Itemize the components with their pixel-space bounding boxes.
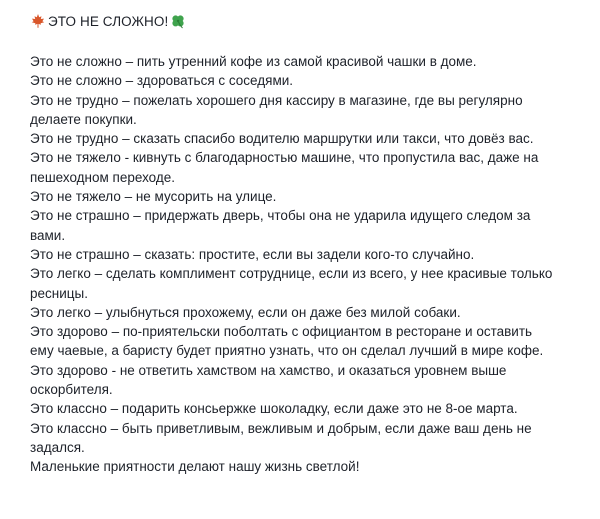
post-line: Это не сложно – пить утренний кофе из самой красивой чашки в доме. xyxy=(30,54,477,69)
post-line: Это не тяжело – не мусорить на улице. xyxy=(30,189,277,205)
post-line: задался. xyxy=(30,439,85,455)
post-line: ресницы. xyxy=(30,285,88,301)
post-line: Это легко – сделать комплимент сотруднице, если из всего, у нее красивые только xyxy=(30,266,553,282)
post-line: Это классно – быть приветливым, вежливым и добрым, если даже ваш день не xyxy=(30,420,532,436)
post-line: Это классно – подарить консьержке шоколадку, если даже это не 8-ое марта. xyxy=(30,401,518,417)
post-line: ему чаевые, а баристу будет приятно узнать, что он сделал лучший в мире кофе. xyxy=(30,343,544,359)
post-line: Это легко – улыбнуться прохожему, если он даже без милой собаки. xyxy=(30,304,461,320)
post-title: ЭТО НЕ СЛОЖНО! xyxy=(48,13,169,29)
post-line: оскорбителя. xyxy=(30,382,113,398)
four-leaf-clover-icon xyxy=(170,13,186,29)
post-content xyxy=(30,10,590,477)
post-line: Это не страшно – придержать дверь, чтобы она не ударила идущего следом за xyxy=(30,208,531,224)
post-title-row xyxy=(30,10,590,32)
post-line: Это не трудно – пожелать хорошего дня кассиру в магазине, где вы регулярно xyxy=(30,92,523,108)
post-line: Маленькие приятности делают нашу жизнь светлой! xyxy=(30,459,360,475)
post-line: Это не страшно – сказать: простите, если вы задели кого-то случайно. xyxy=(30,246,475,262)
post-line: Это не тяжело - кивнуть с благодарностью машине, что пропустила вас, даже на xyxy=(30,150,539,166)
post-line: Это не сложно – здороваться с соседями. xyxy=(30,73,294,89)
maple-leaf-icon xyxy=(30,13,46,29)
post-line: Это здорово - не ответить хамством на хамство, и оказаться уровнем выше xyxy=(30,362,507,378)
post-body xyxy=(30,52,590,477)
post-line: Это здорово – по-приятельски поболтать с официантом в ресторане и оставить xyxy=(30,324,533,340)
post-line: делаете покупки. xyxy=(30,111,137,127)
post-line: Это не трудно – сказать спасибо водителю маршрутки или такси, что довёз вас. xyxy=(30,131,534,147)
post-line: вами. xyxy=(30,227,66,243)
post-line: пешеходном переходе. xyxy=(30,169,176,185)
